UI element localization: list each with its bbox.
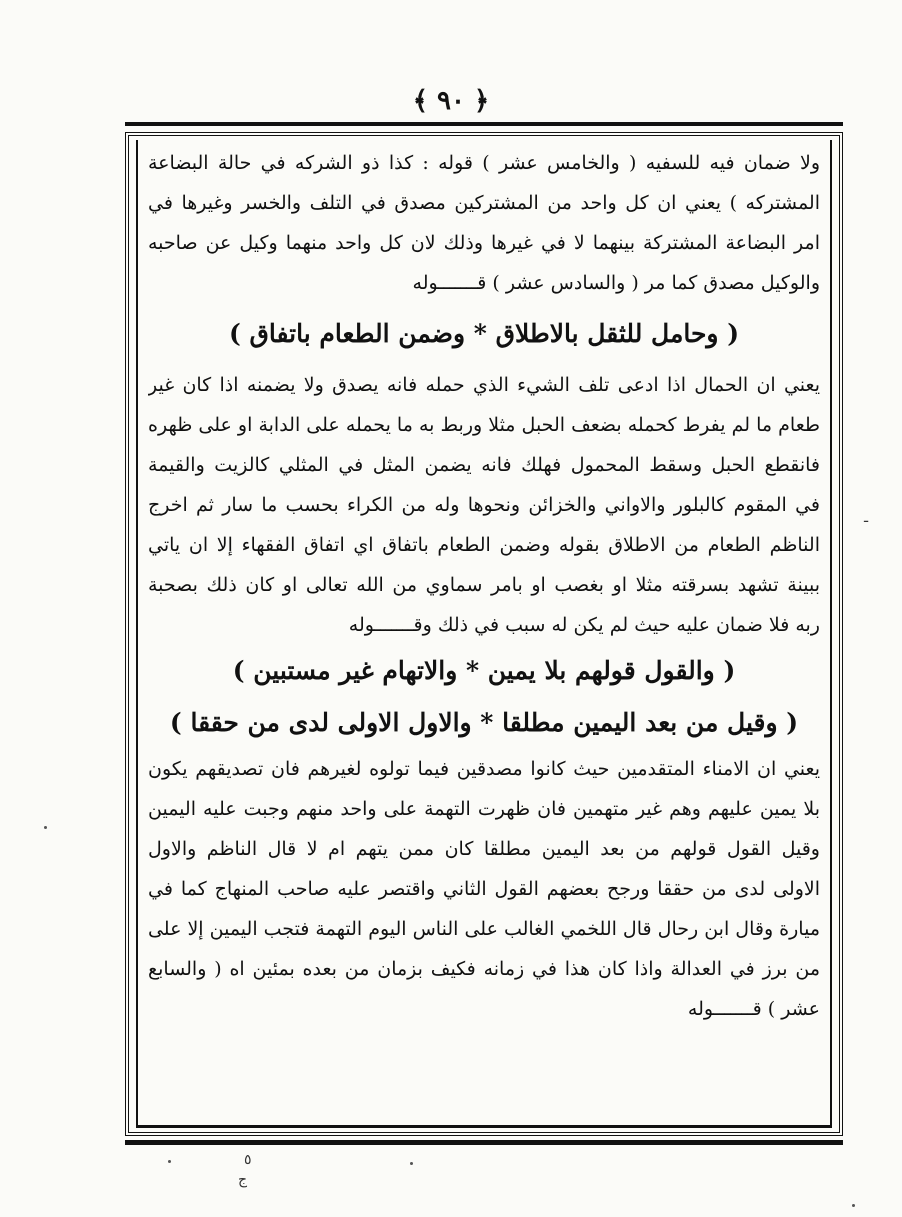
text-line: الاولى لدى من حققا ورجح بعضهم القول الثاني واقتصر عليه صاحب المنهاج كما في (148, 878, 820, 900)
scan-speck (852, 1204, 855, 1207)
text-line: ببينة تشهد بسرقته مثلا او بغصب او بامر سماوي من الله تعالى او كان ذلك بصحبة (148, 574, 820, 596)
top-rule (125, 122, 843, 126)
text-line: من برز في العدالة واذا كان هذا في زمانه فكيف بزمان من بعده بمئين اه ( والسابع (148, 958, 820, 980)
text-line: يعني ان الامناء المتقدمين حيث كانوا مصدقين فيما تولوه لغيرهم فان تصديقهم يكون (148, 758, 820, 780)
paragraph-2 (148, 365, 820, 645)
text-line: ميارة وقال ابن رحال قال اللخمي الغالب على الناس اليوم التهمة فتجب اليمين إلا على (148, 918, 820, 940)
scan-speck (168, 1160, 171, 1163)
text-line: امر البضاعة المشتركة بينهما لا في غيرها وذلك لان كل واحد منهما وكيل عن صاحبه (148, 232, 820, 254)
text-line: فانقطع الحبل وسقط المحمول فهلك فانه يضمن المثل في المثلي كالزيت والقيمة (148, 454, 820, 476)
margin-mark: ـ (864, 510, 869, 526)
text-line: طعام ما لم يفرط كحمله بضعف الحبل مثلا وربط به ما يحمله على الدابة او على ظهره (148, 414, 820, 436)
text-line: ربه فلا ضمان عليه حيث لم يكن له سبب في ذلك وقـــــــوله (348, 614, 820, 636)
signature-mark: ج (238, 1172, 248, 1188)
scan-speck (44, 826, 47, 829)
verse-1: ( وحامل للثقل بالاطلاق * وضمن الطعام باتفاق ) (228, 319, 740, 348)
text-line: عشر ) قـــــــوله (687, 998, 820, 1020)
signature-mark: ٥ (244, 1152, 252, 1168)
text-line: وقيل القول قولهم من بعد اليمين مطلقا كان ممن يتهم ام لا قال الناظم والاول (148, 838, 820, 860)
verse-3: ( وقيل من بعد اليمين مطلقا * والاول الاولى لدى من حققا ) (169, 708, 799, 737)
paragraph-3 (148, 749, 820, 1029)
paragraph-1 (148, 143, 820, 303)
text-line: ولا ضمان فيه للسفيه ( والخامس عشر ) قوله : كذا ذو الشركه في حالة البضاعة (148, 152, 820, 174)
text-line: المشتركه ) يعني ان كل واحد من المشتركين مصدق في التلف والخسر وغيرها في (148, 192, 820, 214)
text-line: يعني ان الحمال اذا ادعى تلف الشيء الذي حمله فانه يصدق ولا يضمنه اذا كان غير (148, 374, 820, 396)
scan-speck (410, 1162, 413, 1165)
text-line: في المقوم كالبلور والاواني والخزائن ونحوها وله من الكراء بحسب ما سار ثم اخرج (148, 494, 820, 516)
verse-2: ( والقول قولهم بلا يمين * والاتهام غير مستبين ) (232, 656, 736, 685)
text-line: والوكيل مصدق كما مر ( والسادس عشر ) قـــــــوله (412, 272, 820, 294)
page-body (148, 143, 820, 1029)
bottom-rule (125, 1140, 843, 1145)
text-line: بلا يمين عليهم وهم غير متهمين فان ظهرت التهمة على واحد منهم وجبت عليه اليمين (148, 798, 820, 820)
text-line: الناظم الطعام من الاطلاق بقوله وضمن الطعام باتفاق اي اتفاق الفقهاء إلا ان ياتي (148, 534, 820, 556)
page-number: ﴿ ٩٠ ﴾ (412, 86, 490, 116)
